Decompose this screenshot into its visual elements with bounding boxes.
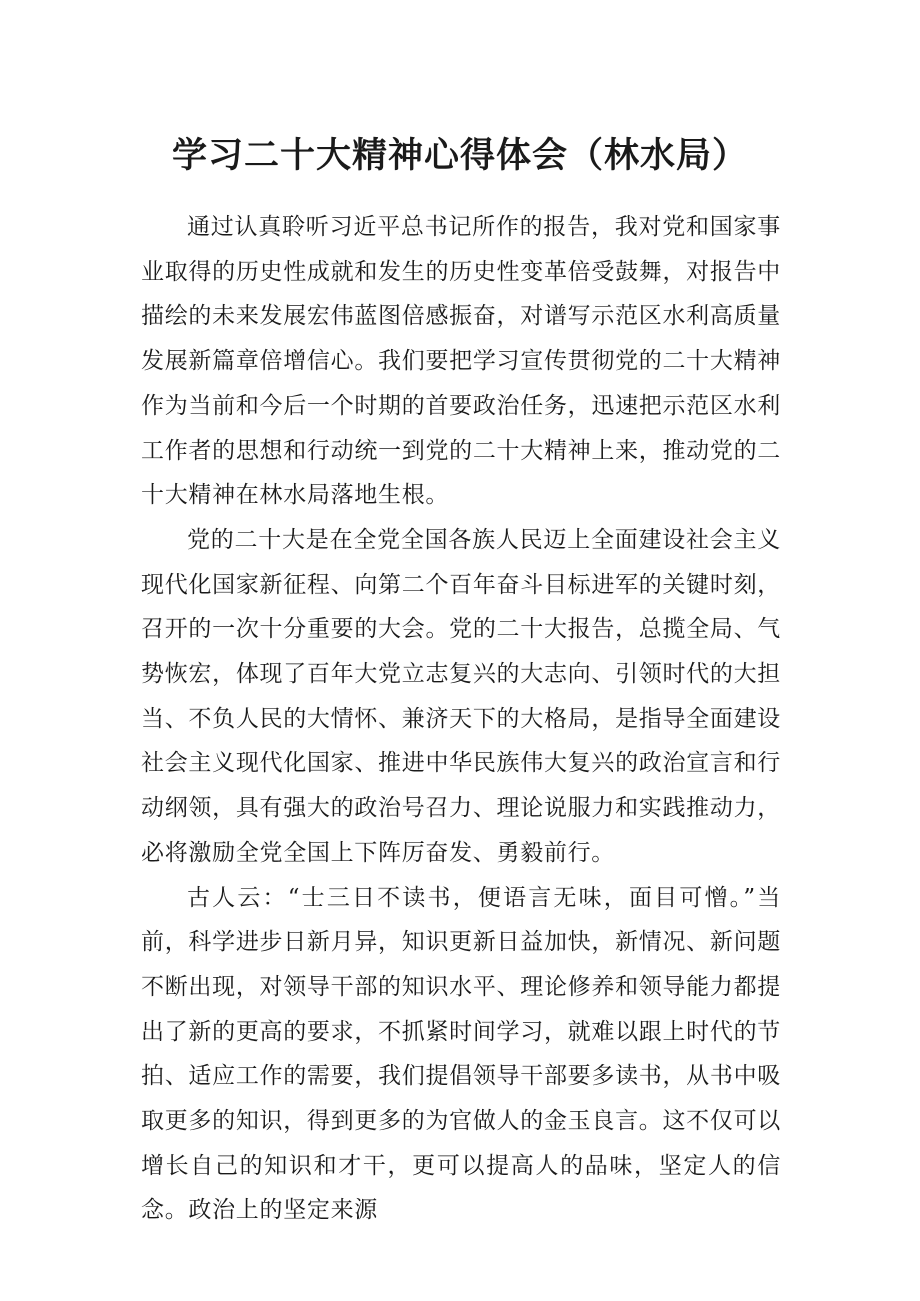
document-body [141,205,781,1233]
paragraph-3: 古人云：“士三日不读书，便语言无味，面目可憎。”当前，科学进步日新月异，知识更新日益加快，新情况、新问题不断出现，对领导干部的知识水平、理论修养和领导能力都提出了新的更高的要求，不抓紧时间学习，就难以跟上时代的节拍、适应工作的需要，我们提倡领导干部要多读书，从书中吸取更多的知识，得到更多的为官做人的金玉良言。这不仅可以增长自己的知识和才干，更可以提高人的品味，坚定人的信念。政治上的坚定来源 [141,884,781,1224]
paragraph-2: 党的二十大是在全党全国各族人民迈上全面建设社会主义现代化国家新征程、向第二个百年奋斗目标进军的关键时刻，召开的一次十分重要的大会。党的二十大报告，总揽全局、气势恢宏，体现了百年大党立志复兴的大志向、引领时代的大担当、不负人民的大情怀、兼济天下的大格局，是指导全面建设社会主义现代化国家、推进中华民族伟大复兴的政治宣言和行动纲领，具有强大的政治号召力、理论说服力和实践推动力，必将激励全党全国上下阵厉奋发、勇毅前行。 [141,526,781,866]
document-title: 学习二十大精神心得体会（林水局） [171,136,748,176]
paragraph-1: 通过认真聆听习近平总书记所作的报告，我对党和国家事业取得的历史性成就和发生的历史性变革倍受鼓舞，对报告中描绘的未来发展宏伟蓝图倍感振奋，对谱写示范区水利高质量发展新篇章倍增信心。我们要把学习宣传贯彻党的二十大精神作为当前和今后一个时期的首要政治任务，迅速把示范区水利工作者的思想和行动统一到党的二十大精神上来，推动党的二十大精神在林水局落地生根。 [141,214,781,509]
